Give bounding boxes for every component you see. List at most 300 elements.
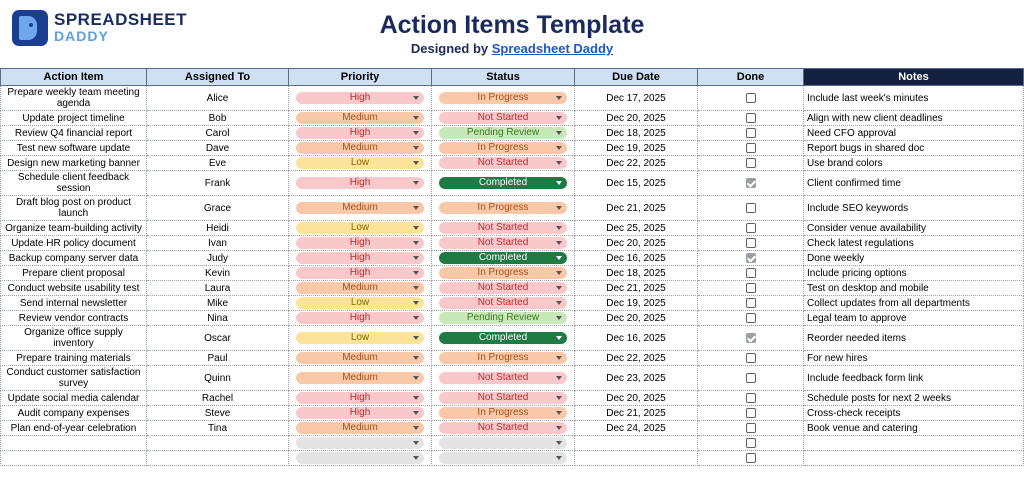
dropdown-arrow-icon — [413, 301, 419, 305]
priority-label: High — [349, 237, 371, 248]
dropdown-arrow-icon — [413, 271, 419, 275]
dropdown-arrow-icon — [413, 441, 419, 445]
table-row — [1, 351, 1024, 366]
status-dropdown[interactable] — [439, 142, 567, 154]
due-date-cell[interactable]: Dec 15, 2025 — [575, 171, 698, 196]
table-row — [1, 281, 1024, 296]
subtitle-prefix: Designed by — [410, 41, 489, 56]
priority-cell[interactable] — [289, 436, 432, 451]
status-cell[interactable] — [432, 451, 575, 466]
priority-dropdown[interactable] — [296, 127, 424, 139]
status-label: In Progress — [477, 142, 529, 153]
assigned-to-cell[interactable]: Alice — [147, 86, 289, 111]
priority-cell[interactable] — [289, 421, 432, 436]
done-checkbox[interactable] — [746, 373, 756, 383]
action-item-cell[interactable]: Conduct website usability test — [1, 281, 147, 296]
priority-cell[interactable] — [289, 111, 432, 126]
action-item-cell[interactable]: Review vendor contracts — [1, 311, 147, 326]
dropdown-arrow-icon — [556, 206, 562, 210]
table-row — [1, 366, 1024, 391]
dropdown-arrow-icon — [413, 426, 419, 430]
notes-cell[interactable]: Include feedback form link — [804, 366, 1024, 391]
action-item-cell[interactable]: Organize team-building activity — [1, 221, 147, 236]
due-date-cell[interactable]: Dec 20, 2025 — [575, 236, 698, 251]
notes-cell[interactable]: Use brand colors — [804, 156, 1024, 171]
done-checkbox[interactable] — [746, 143, 756, 153]
due-date-cell[interactable]: Dec 21, 2025 — [575, 196, 698, 221]
status-dropdown[interactable] — [439, 352, 567, 364]
priority-label: Low — [350, 297, 370, 308]
due-date-cell[interactable]: Dec 19, 2025 — [575, 296, 698, 311]
priority-dropdown[interactable] — [296, 267, 424, 279]
done-checkbox[interactable] — [746, 268, 756, 278]
done-cell[interactable] — [698, 86, 804, 111]
status-cell[interactable] — [432, 436, 575, 451]
table-row — [1, 236, 1024, 251]
action-item-cell[interactable]: Audit company expenses — [1, 406, 147, 421]
priority-dropdown[interactable] — [296, 437, 424, 449]
status-dropdown[interactable] — [439, 312, 567, 324]
status-cell[interactable] — [432, 266, 575, 281]
action-item-cell[interactable]: Conduct customer satisfaction survey — [1, 366, 147, 391]
notes-cell[interactable]: Client confirmed time — [804, 171, 1024, 196]
status-label: Completed — [478, 177, 528, 188]
table-row — [1, 436, 1024, 451]
done-checkbox[interactable] — [746, 353, 756, 363]
priority-dropdown[interactable] — [296, 202, 424, 214]
notes-cell[interactable]: Test on desktop and mobile — [804, 281, 1024, 296]
dropdown-arrow-icon — [556, 131, 562, 135]
table-row — [1, 391, 1024, 406]
priority-cell[interactable] — [289, 156, 432, 171]
done-checkbox[interactable] — [746, 408, 756, 418]
status-label: In Progress — [477, 92, 529, 103]
status-cell[interactable] — [432, 406, 575, 421]
done-checkbox[interactable] — [746, 128, 756, 138]
done-checkbox[interactable] — [746, 203, 756, 213]
due-date-cell[interactable]: Dec 21, 2025 — [575, 281, 698, 296]
priority-cell[interactable] — [289, 236, 432, 251]
status-dropdown[interactable] — [439, 112, 567, 124]
action-item-cell[interactable] — [1, 451, 147, 466]
done-checkbox[interactable] — [746, 253, 756, 263]
action-item-cell[interactable]: Update HR policy document — [1, 236, 147, 251]
done-checkbox[interactable] — [746, 438, 756, 448]
status-dropdown[interactable] — [439, 177, 567, 189]
priority-label: High — [349, 267, 371, 278]
done-cell[interactable] — [698, 196, 804, 221]
assigned-to-cell[interactable]: Mike — [147, 296, 289, 311]
due-date-cell[interactable]: Dec 22, 2025 — [575, 351, 698, 366]
done-cell[interactable] — [698, 171, 804, 196]
priority-cell[interactable] — [289, 366, 432, 391]
due-date-cell[interactable]: Dec 21, 2025 — [575, 406, 698, 421]
priority-label: High — [349, 127, 371, 138]
priority-dropdown[interactable] — [296, 222, 424, 234]
header — [0, 0, 1024, 68]
status-cell[interactable] — [432, 296, 575, 311]
priority-dropdown[interactable] — [296, 312, 424, 324]
done-checkbox[interactable] — [746, 298, 756, 308]
dropdown-arrow-icon — [413, 256, 419, 260]
notes-cell[interactable]: Include SEO keywords — [804, 196, 1024, 221]
priority-dropdown[interactable] — [296, 237, 424, 249]
status-dropdown[interactable] — [439, 407, 567, 419]
due-date-cell[interactable]: Dec 17, 2025 — [575, 86, 698, 111]
status-label: Not Started — [477, 422, 529, 433]
assigned-to-cell[interactable]: Carol — [147, 126, 289, 141]
status-label: Not Started — [477, 222, 529, 233]
col-header-priority[interactable]: Priority — [289, 69, 432, 86]
dropdown-arrow-icon — [556, 96, 562, 100]
action-item-cell[interactable]: Organize office supply inventory — [1, 326, 147, 351]
assigned-to-cell[interactable]: Tina — [147, 421, 289, 436]
due-date-cell[interactable]: Dec 20, 2025 — [575, 111, 698, 126]
action-item-cell[interactable]: Plan end-of-year celebration — [1, 421, 147, 436]
priority-dropdown[interactable] — [296, 392, 424, 404]
priority-cell[interactable] — [289, 296, 432, 311]
priority-cell[interactable] — [289, 391, 432, 406]
priority-cell[interactable] — [289, 86, 432, 111]
notes-cell[interactable]: Legal team to approve — [804, 311, 1024, 326]
action-item-cell[interactable]: Send internal newsletter — [1, 296, 147, 311]
done-cell[interactable] — [698, 326, 804, 351]
priority-cell[interactable] — [289, 126, 432, 141]
dropdown-arrow-icon — [413, 181, 419, 185]
notes-cell[interactable]: Schedule posts for next 2 weeks — [804, 391, 1024, 406]
done-cell[interactable] — [698, 451, 804, 466]
notes-cell[interactable]: Collect updates from all departments — [804, 296, 1024, 311]
status-cell[interactable] — [432, 86, 575, 111]
done-checkbox[interactable] — [746, 223, 756, 233]
dropdown-arrow-icon — [413, 356, 419, 360]
status-cell[interactable] — [432, 236, 575, 251]
assigned-to-cell[interactable]: Judy — [147, 251, 289, 266]
status-cell[interactable] — [432, 156, 575, 171]
done-cell[interactable] — [698, 251, 804, 266]
priority-dropdown[interactable] — [296, 142, 424, 154]
assigned-to-cell[interactable]: Bob — [147, 111, 289, 126]
priority-dropdown[interactable] — [296, 407, 424, 419]
dropdown-arrow-icon — [413, 116, 419, 120]
notes-cell[interactable] — [804, 436, 1024, 451]
status-dropdown[interactable] — [439, 222, 567, 234]
notes-cell[interactable]: Report bugs in shared doc — [804, 141, 1024, 156]
table-row — [1, 156, 1024, 171]
status-dropdown[interactable] — [439, 202, 567, 214]
done-cell[interactable] — [698, 406, 804, 421]
priority-cell[interactable] — [289, 141, 432, 156]
dropdown-arrow-icon — [556, 316, 562, 320]
done-checkbox[interactable] — [746, 178, 756, 188]
notes-cell[interactable]: Reorder needed items — [804, 326, 1024, 351]
status-cell[interactable] — [432, 221, 575, 236]
status-dropdown[interactable] — [439, 392, 567, 404]
done-checkbox[interactable] — [746, 238, 756, 248]
action-item-cell[interactable]: Prepare client proposal — [1, 266, 147, 281]
status-dropdown[interactable] — [439, 422, 567, 434]
table-row — [1, 141, 1024, 156]
done-cell[interactable] — [698, 436, 804, 451]
done-cell[interactable] — [698, 296, 804, 311]
table-row — [1, 196, 1024, 221]
done-checkbox[interactable] — [746, 313, 756, 323]
action-item-cell[interactable]: Schedule client feedback session — [1, 171, 147, 196]
status-cell[interactable] — [432, 391, 575, 406]
done-cell[interactable] — [698, 111, 804, 126]
done-checkbox[interactable] — [746, 158, 756, 168]
done-cell[interactable] — [698, 236, 804, 251]
priority-label: Medium — [342, 142, 378, 153]
status-label: Not Started — [477, 157, 529, 168]
col-header-action-item[interactable]: Action Item — [1, 69, 147, 86]
status-dropdown[interactable] — [439, 157, 567, 169]
notes-cell[interactable] — [804, 451, 1024, 466]
done-cell[interactable] — [698, 221, 804, 236]
action-item-cell[interactable]: Design new marketing banner — [1, 156, 147, 171]
done-checkbox[interactable] — [746, 333, 756, 343]
table-row — [1, 86, 1024, 111]
table-row — [1, 311, 1024, 326]
priority-dropdown[interactable] — [296, 452, 424, 464]
action-item-cell[interactable]: Prepare weekly team meeting agenda — [1, 86, 147, 111]
col-header-status[interactable]: Status — [432, 69, 575, 86]
status-cell[interactable] — [432, 421, 575, 436]
priority-label: Medium — [342, 282, 378, 293]
dropdown-arrow-icon — [556, 271, 562, 275]
done-checkbox[interactable] — [746, 453, 756, 463]
assigned-to-cell[interactable]: Laura — [147, 281, 289, 296]
status-dropdown[interactable] — [439, 267, 567, 279]
done-checkbox[interactable] — [746, 283, 756, 293]
assigned-to-cell[interactable]: Kevin — [147, 266, 289, 281]
priority-label: High — [349, 407, 371, 418]
assigned-to-cell[interactable]: Dave — [147, 141, 289, 156]
dropdown-arrow-icon — [413, 396, 419, 400]
dropdown-arrow-icon — [556, 241, 562, 245]
status-dropdown[interactable] — [439, 437, 567, 449]
assigned-to-cell[interactable]: Oscar — [147, 326, 289, 351]
dropdown-arrow-icon — [556, 226, 562, 230]
assigned-to-cell[interactable]: Ivan — [147, 236, 289, 251]
status-dropdown[interactable] — [439, 372, 567, 384]
status-cell[interactable] — [432, 251, 575, 266]
due-date-cell[interactable]: Dec 19, 2025 — [575, 141, 698, 156]
assigned-to-cell[interactable] — [147, 451, 289, 466]
assigned-to-cell[interactable]: Grace — [147, 196, 289, 221]
col-header-due-date[interactable]: Due Date — [575, 69, 698, 86]
col-header-assigned-to[interactable]: Assigned To — [147, 69, 289, 86]
priority-label: Low — [350, 222, 370, 233]
dropdown-arrow-icon — [556, 336, 562, 340]
status-label: Completed — [478, 252, 528, 263]
priority-dropdown[interactable] — [296, 92, 424, 104]
done-cell[interactable] — [698, 281, 804, 296]
priority-cell[interactable] — [289, 171, 432, 196]
status-dropdown[interactable] — [439, 252, 567, 264]
priority-label: Medium — [342, 352, 378, 363]
status-cell[interactable] — [432, 196, 575, 221]
status-cell[interactable] — [432, 171, 575, 196]
assigned-to-cell[interactable]: Rachel — [147, 391, 289, 406]
dropdown-arrow-icon — [556, 356, 562, 360]
priority-dropdown[interactable] — [296, 422, 424, 434]
due-date-cell[interactable]: Dec 24, 2025 — [575, 421, 698, 436]
notes-cell[interactable]: Include last week's minutes — [804, 86, 1024, 111]
priority-dropdown[interactable] — [296, 282, 424, 294]
priority-label: Low — [350, 332, 370, 343]
col-header-done[interactable]: Done — [698, 69, 804, 86]
status-label: In Progress — [477, 202, 529, 213]
priority-cell[interactable] — [289, 351, 432, 366]
table-body — [1, 86, 1024, 466]
due-date-cell[interactable] — [575, 451, 698, 466]
dropdown-arrow-icon — [556, 116, 562, 120]
dropdown-arrow-icon — [556, 286, 562, 290]
priority-cell[interactable] — [289, 311, 432, 326]
status-label: In Progress — [477, 267, 529, 278]
notes-cell[interactable]: Cross-check receipts — [804, 406, 1024, 421]
due-date-cell[interactable]: Dec 25, 2025 — [575, 221, 698, 236]
done-cell[interactable] — [698, 156, 804, 171]
action-item-cell[interactable] — [1, 436, 147, 451]
assigned-to-cell[interactable]: Nina — [147, 311, 289, 326]
status-label: Pending Review — [466, 127, 540, 138]
priority-dropdown[interactable] — [296, 297, 424, 309]
status-dropdown[interactable] — [439, 297, 567, 309]
done-cell[interactable] — [698, 266, 804, 281]
status-cell[interactable] — [432, 281, 575, 296]
action-item-cell[interactable]: Update social media calendar — [1, 391, 147, 406]
notes-cell[interactable]: Consider venue availability — [804, 221, 1024, 236]
dropdown-arrow-icon — [413, 456, 419, 460]
status-dropdown[interactable] — [439, 127, 567, 139]
done-cell[interactable] — [698, 126, 804, 141]
done-checkbox[interactable] — [746, 423, 756, 433]
notes-cell[interactable]: Align with new client deadlines — [804, 111, 1024, 126]
status-label: Not Started — [477, 392, 529, 403]
priority-dropdown[interactable] — [296, 252, 424, 264]
notes-cell[interactable]: Book venue and catering — [804, 421, 1024, 436]
status-label: Not Started — [477, 112, 529, 123]
notes-cell[interactable]: Include pricing options — [804, 266, 1024, 281]
status-cell[interactable] — [432, 141, 575, 156]
action-item-cell[interactable]: Draft blog post on product launch — [1, 196, 147, 221]
due-date-cell[interactable]: Dec 16, 2025 — [575, 326, 698, 351]
table-row — [1, 111, 1024, 126]
status-label: Not Started — [477, 297, 529, 308]
status-cell[interactable] — [432, 311, 575, 326]
status-label: Completed — [478, 332, 528, 343]
dropdown-arrow-icon — [556, 456, 562, 460]
status-cell[interactable] — [432, 326, 575, 351]
due-date-cell[interactable]: Dec 18, 2025 — [575, 126, 698, 141]
status-cell[interactable] — [432, 111, 575, 126]
action-item-cell[interactable]: Update project timeline — [1, 111, 147, 126]
done-checkbox[interactable] — [746, 93, 756, 103]
done-checkbox[interactable] — [746, 113, 756, 123]
table-row — [1, 296, 1024, 311]
status-cell[interactable] — [432, 126, 575, 141]
assigned-to-cell[interactable]: Quinn — [147, 366, 289, 391]
done-cell[interactable] — [698, 351, 804, 366]
done-cell[interactable] — [698, 391, 804, 406]
due-date-cell[interactable]: Dec 16, 2025 — [575, 251, 698, 266]
priority-dropdown[interactable] — [296, 177, 424, 189]
priority-cell[interactable] — [289, 281, 432, 296]
status-label: In Progress — [477, 407, 529, 418]
assigned-to-cell[interactable]: Steve — [147, 406, 289, 421]
priority-cell[interactable] — [289, 196, 432, 221]
priority-label: High — [349, 177, 371, 188]
done-cell[interactable] — [698, 366, 804, 391]
assigned-to-cell[interactable]: Paul — [147, 351, 289, 366]
priority-cell[interactable] — [289, 266, 432, 281]
dropdown-arrow-icon — [413, 336, 419, 340]
priority-label: Medium — [342, 372, 378, 383]
priority-cell[interactable] — [289, 406, 432, 421]
status-dropdown[interactable] — [439, 282, 567, 294]
done-cell[interactable] — [698, 311, 804, 326]
status-dropdown[interactable] — [439, 92, 567, 104]
status-cell[interactable] — [432, 351, 575, 366]
done-checkbox[interactable] — [746, 393, 756, 403]
assigned-to-cell[interactable]: Frank — [147, 171, 289, 196]
table-row — [1, 406, 1024, 421]
table-row — [1, 126, 1024, 141]
priority-label: High — [349, 92, 371, 103]
priority-cell[interactable] — [289, 251, 432, 266]
priority-dropdown[interactable] — [296, 372, 424, 384]
priority-dropdown[interactable] — [296, 332, 424, 344]
status-dropdown[interactable] — [439, 237, 567, 249]
priority-label: High — [349, 252, 371, 263]
assigned-to-cell[interactable]: Heidi — [147, 221, 289, 236]
priority-cell[interactable] — [289, 221, 432, 236]
col-header-notes[interactable]: Notes — [804, 69, 1024, 86]
priority-cell[interactable] — [289, 326, 432, 351]
assigned-to-cell[interactable] — [147, 436, 289, 451]
dropdown-arrow-icon — [413, 376, 419, 380]
status-dropdown[interactable] — [439, 332, 567, 344]
done-cell[interactable] — [698, 421, 804, 436]
action-item-cell[interactable]: Prepare training materials — [1, 351, 147, 366]
priority-cell[interactable] — [289, 451, 432, 466]
due-date-cell[interactable]: Dec 20, 2025 — [575, 391, 698, 406]
due-date-cell[interactable]: Dec 18, 2025 — [575, 266, 698, 281]
priority-dropdown[interactable] — [296, 352, 424, 364]
action-item-cell[interactable]: Review Q4 financial report — [1, 126, 147, 141]
notes-cell[interactable]: Check latest regulations — [804, 236, 1024, 251]
priority-dropdown[interactable] — [296, 112, 424, 124]
due-date-cell[interactable]: Dec 23, 2025 — [575, 366, 698, 391]
assigned-to-cell[interactable]: Eve — [147, 156, 289, 171]
done-cell[interactable] — [698, 141, 804, 156]
notes-cell[interactable]: Need CFO approval — [804, 126, 1024, 141]
due-date-cell[interactable]: Dec 22, 2025 — [575, 156, 698, 171]
priority-dropdown[interactable] — [296, 157, 424, 169]
action-item-cell[interactable]: Test new software update — [1, 141, 147, 156]
status-dropdown[interactable] — [439, 452, 567, 464]
due-date-cell[interactable] — [575, 436, 698, 451]
status-cell[interactable] — [432, 366, 575, 391]
action-item-cell[interactable]: Backup company server data — [1, 251, 147, 266]
notes-cell[interactable]: Done weekly — [804, 251, 1024, 266]
spreadsheet-daddy-link[interactable]: Spreadsheet Daddy — [491, 41, 614, 56]
due-date-cell[interactable]: Dec 20, 2025 — [575, 311, 698, 326]
notes-cell[interactable]: For new hires — [804, 351, 1024, 366]
priority-label: Medium — [342, 112, 378, 123]
